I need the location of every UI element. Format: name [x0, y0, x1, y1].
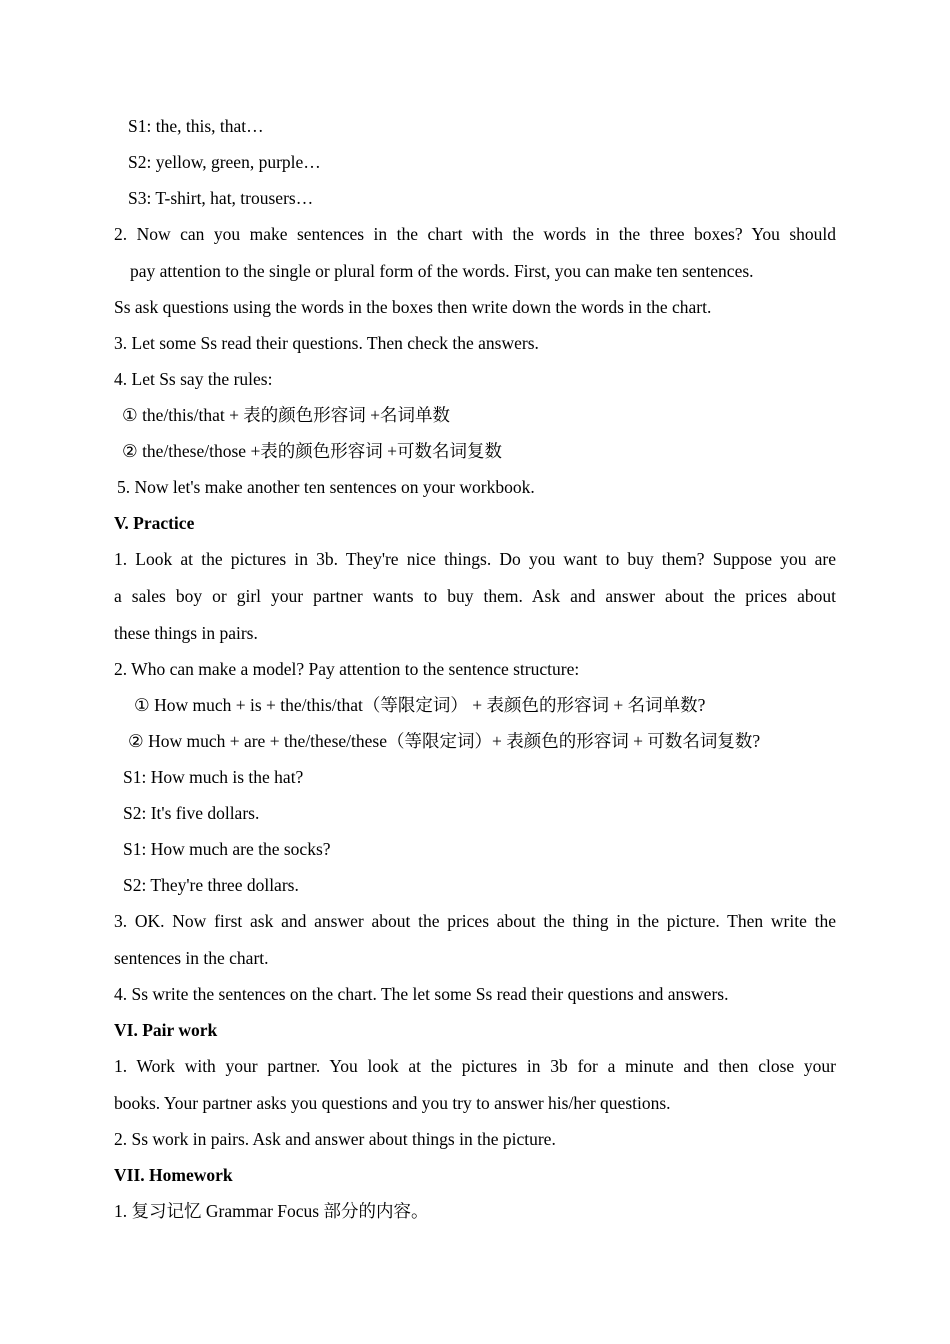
dialogue-line: S2: They're three dollars.: [123, 875, 299, 895]
section-heading: VI. Pair work: [114, 1020, 218, 1040]
text-line: S3: T-shirt, hat, trousers…: [128, 188, 314, 208]
rule-line: ② the/these/those +表的颜色形容词 +可数名词复数: [122, 441, 503, 461]
text-line: books. Your partner asks you questions and you try to answer his/her questions.: [114, 1093, 671, 1113]
text-line: S2: yellow, green, purple…: [128, 152, 321, 172]
text-line: Ss ask questions using the words in the boxes then write down the words in the chart.: [114, 297, 712, 317]
text-line: S1: the, this, that…: [128, 116, 264, 136]
text-line: 1. Work with your partner. You look at the pictures in 3b for a minute and then close your: [114, 1056, 836, 1076]
structure-line: ② How much + are + the/these/these（等限定词）+ 表颜色的形容词 + 可数名词复数?: [128, 731, 761, 751]
text-line: 2. Who can make a model? Pay attention to the sentence structure:: [114, 659, 580, 679]
text-line: pay attention to the single or plural form of the words. First, you can make ten sentences.: [130, 261, 754, 281]
dialogue-line: S1: How much is the hat?: [123, 767, 304, 787]
text-line: 3. Let some Ss read their questions. Then check the answers.: [114, 333, 539, 353]
text-line: 3. OK. Now first ask and answer about the prices about the thing in the picture. Then write the: [114, 911, 836, 931]
text-line: 1. Look at the pictures in 3b. They're nice things. Do you want to buy them? Suppose you are: [114, 549, 836, 569]
dialogue-line: S1: How much are the socks?: [123, 839, 331, 859]
section-heading: V. Practice: [114, 513, 195, 533]
structure-line: ① How much + is + the/this/that（等限定词） + 表颜色的形容词 + 名词单数?: [134, 695, 706, 715]
text-line: 4. Ss write the sentences on the chart. The let some Ss read their questions and answers.: [114, 984, 729, 1004]
text-line: 5. Now let's make another ten sentences on your workbook.: [117, 477, 535, 497]
section-heading: VII. Homework: [114, 1165, 233, 1185]
text-line: 4. Let Ss say the rules:: [114, 369, 273, 389]
dialogue-line: S2: It's five dollars.: [123, 803, 260, 823]
text-line: a sales boy or girl your partner wants to buy them. Ask and answer about the prices about: [114, 586, 836, 606]
text-line: sentences in the chart.: [114, 948, 269, 968]
text-line: 2. Now can you make sentences in the chart with the words in the three boxes? You should: [114, 224, 836, 244]
text-line: 2. Ss work in pairs. Ask and answer about things in the picture.: [114, 1129, 556, 1149]
rule-line: ① the/this/that + 表的颜色形容词 +名词单数: [122, 405, 451, 425]
text-line: 1. 复习记忆 Grammar Focus 部分的内容。: [114, 1201, 429, 1221]
text-line: these things in pairs.: [114, 623, 258, 643]
